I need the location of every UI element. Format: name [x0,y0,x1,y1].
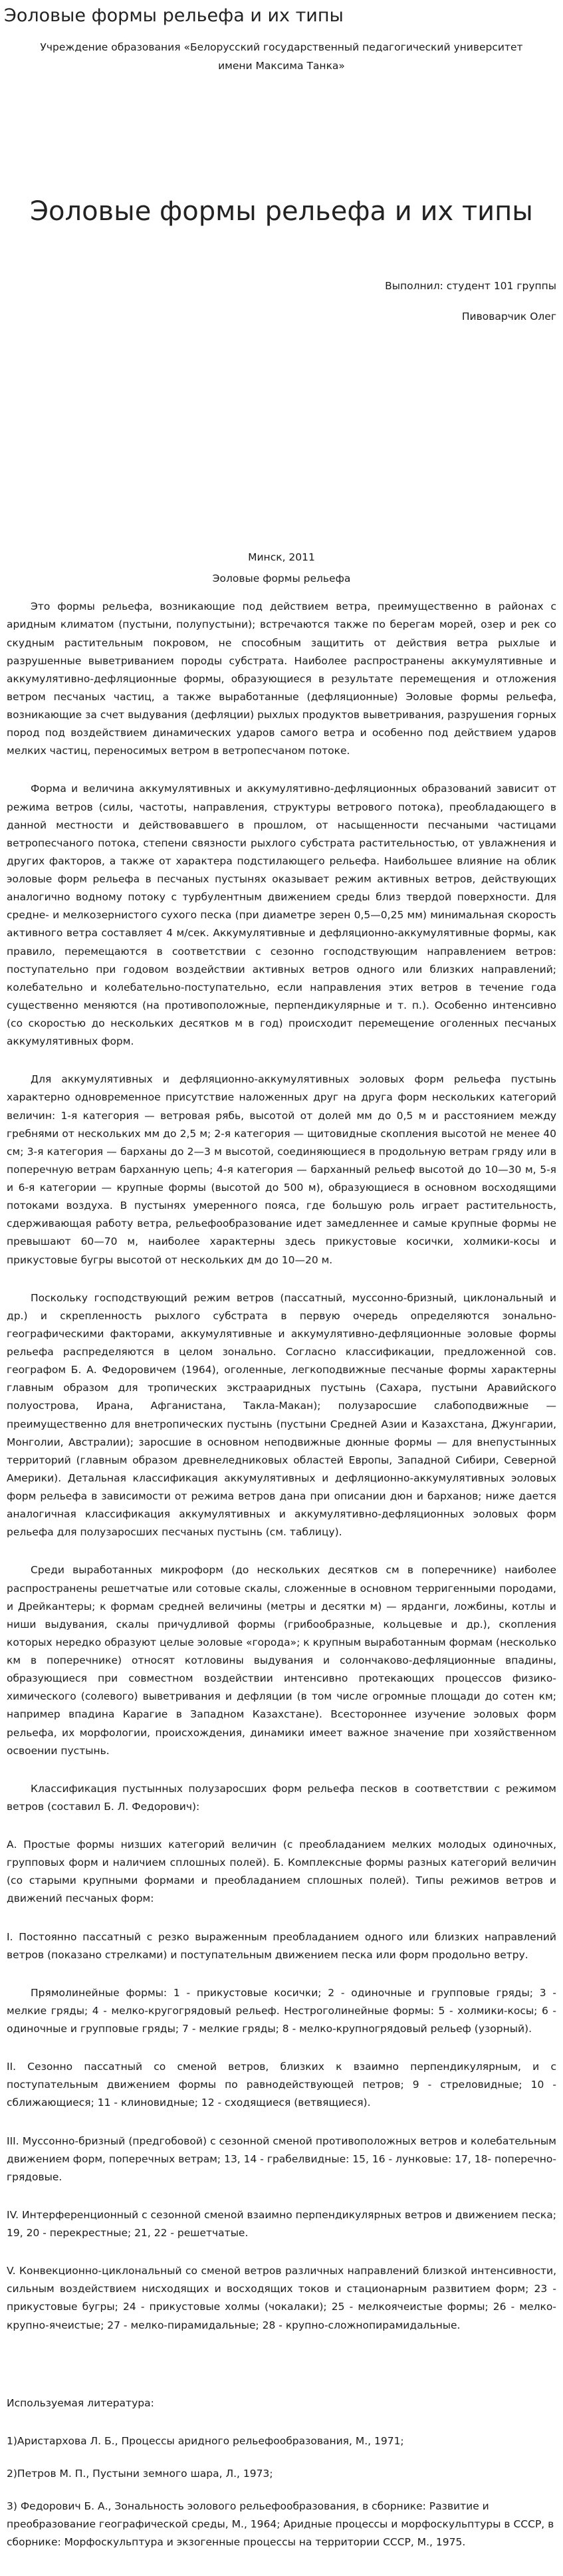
reference-item: 2)Петров М. П., Пустыни земного шара, Л., 1973; [7,2467,273,2480]
paragraph: Для аккумулятивных и дефляционно-аккумулятивных эоловых форм рельефа пустынь характерно одновременное присутствие наложенных друг на друга форм нескольких категорий величин: 1-я категория — ветровая рябь, высотой от долей мм до 0,5 м и расстоянием между гребнями от нескольких мм до 2,5 м; 2-я категория — щитовидные скопления высотой не менее 40 см; 3-я категория — барханы до 2—3 м высотой, соединяющиеся в продольную ветрам гряду или в поперечную ветрам барханную цепь; 4-я категория — барханный рельеф высотой до 10—30 м, 5-я и 6-я категории — крупные формы (высотой до 500 м), образующиеся в основном восходящими потоками воздуха. В пустынях умеренного пояса, где большую роль играет растительность, сдерживающая работу ветра, рельефообразование идет замедленнее и самые крупные формы не превышают 60—70 м, наиболее характерны здесь прикустовые косички, холмики-косы и прикустовые бугры высотой от нескольких дм до 10—20 м. [7,1073,556,1266]
reference-item: 1)Аристархова Л. Б., Процессы аридного рельефообразования, М., 1971; [7,2434,404,2447]
author-performed: Выполнил: студент 101 группы [385,279,556,292]
paragraph: III. Муссонно-бризный (предгобовой) с сезонной сменой противоположных ветров и колебательным движением форм, поперечных ветрам; 13, 14 - грабелвидные: 15, 16 - лунковые: 17, 18- поперечно-грядовые. [7,2134,557,2183]
paragraph: Классификация пустынных полузаросших форм рельефа песков в соответствии с режимом ветров (составил Б. Л. Федорович): [7,1782,556,1813]
paragraph: II. Сезонно пассатный со сменой ветров, близких к взаимно перпендикулярным, и с поступательным движением формы по равнодействующей петров; 9 - стреловидные; 10 - сближающиеся; 11 - клиновидные; 12 - сходящиеся (ветвящиеся). [7,2061,556,2109]
references-title: Используемая литература: [7,2396,154,2409]
paragraph: V. Конвекционно-циклональный со сменой ветров различных направлений близкой интенсивности, сильным воздействием нисходящих и восходящих токов и стационарным развитием форм; 23 - прикустовые бугры; 24 - прикустовые холмы (чокалаки); 25 - мелкоячеистые формы; 26 - мелко-крупно-ячеистые; 27 - мелко-пирамидальные; 28 - крупно-сложнопирамидальные. [7,2265,556,2331]
references-section [0,2394,563,2552]
main-title: Эоловые формы рельефа и их типы [30,195,533,227]
reference-item: 3) Федорович Б. А., Зональность эолового рельефообразования, в сборнике: Развитие и преобразование географической среды, М., 1964; Аридные процессы и морфоскульптуры в СССР, в сборнике: Морфоскульптура и экзогенные процессы на территории СССР, М., 1975. [7,2500,554,2549]
institution-name: Учреждение образования «Белорусский государственный педагогический университет имени Максима Танка» [40,41,523,72]
paragraph: А. Простые формы низших категорий величин (с преобладанием мелких молодых одиночных, групповых форм и наличием сплошных полей). Б. Комплексные формы разных категорий величин (со старыми крупными формами и преобладанием сплошных полей). Типы режимов ветров и движений песчаных форм: [7,1839,556,1905]
paragraph: Поскольку господствующий режим ветров (пассатный, муссонно-бризный, циклональный и др.) и скрепленность рыхлого субстрата в первую очередь определяются зонально-географическими факторами, аккумулятивные и аккумулятивно-дефляционные эоловые формы рельефа распределяются в целом зонально. Согласно классификации, предложенной сов. географом Б. А. Федоровичем (1964), оголенные, легкоподвижные песчаные формы характерны главным образом для тропических экстрааридных пустынь (Сахара, пустыни Аравийского полуострова, Ирана, Афганистана, Такла-Макан); полузаросшие слабоподвижные — преимущественно для внетропических пустынь (пустыни Средней Азии и Казахстана, Джунгарии, Монголии, Австралии); заросшие в основном неподвижные дюнные формы — для внепустынных территорий (главным образом древнеледниковых областей Европы, Западной Сибири, Северной Америки). Детальная классификация аккумулятивных и дефляционно-аккумулятивных эоловых форм рельефа в зависимости от режима ветров дана при описании дюн и барханов; ниже дается аналогичная классификация аккумулятивных и аккумулятивно-дефляционных эоловых форм рельефа для полузаросших песчаных пустынь (см. таблицу). [7,1291,556,1539]
paragraph: IV. Интерференционный с сезонной сменой взаимно перпендикулярных ветров и движением песка; 19, 20 - перекрестные; 21, 22 - решетчатые. [7,2208,556,2240]
section-title: Эоловые формы рельефа [212,573,351,585]
paragraph: Прямолинейные формы: 1 - прикустовые косички; 2 - одиночные и групповые гряды; 3 - мелкие гряды; 4 - мелко-кругогрядовый рельеф. Нестроголинейные формы: 5 - холмики-косы; 6 - одиночные и групповые гряды; 7 - мелкие гряды; 8 - мелко-крупногрядовый рельеф (узорный). [7,1986,556,2035]
city-year: Минск, 2011 [248,551,315,564]
paragraph: Это формы рельефа, возникающие под действием ветра, преимущественно в районах с аридным климатом (пустыни, полупустыни); встречаются также по берегам морей, озер и рек со скудным растительным покровом, не способным защитить от действия ветра рыхлые и разрушенные выветриванием породы субстрата. Наиболее распространены аккумулятивные и аккумулятивно-дефляционные формы, образующиеся в результате перемещения и отложения ветром песчаных частиц, а также выработанные (дефляционные) Эоловые формы рельефа, возникающие за счет выдувания (дефляции) рыхлых продуктов выветривания, разрушения горных пород под воздействием динамических ударов самого ветра и особенно под действием ударов мелких частиц, переносимых ветром в ветропесчаном потоке. [7,600,556,757]
page-title: Эоловые формы рельефа и их типы [4,5,344,26]
paragraph: Среди выработанных микроформ (до нескольких десятков см в поперечнике) наиболее распространены решетчатые или сотовые скалы, сложенные в основном терригенными породами, и Дрейкантеры; к формам средней величины (метры и десятки м) — ярданги, ложбины, котлы и ниши выдувания, скалы причудливой формы (грибообразные, кольцевые и др.), скопления которых нередко образуют целые эоловые «города»; к крупным выработанным формам (несколько км в поперечнике) относят котловины выдувания и солончаково-дефляционные впадины, образующиеся при совместном воздействии интенсивно протекающих процессов физико-химического (солевого) выветривания и дефляции (в том числе огромные площади до сотен км; например впадина Карагие в Западном Казахстане). Всестороннее изучение эоловых форм рельефа, их морфологии, происхождения, динамики имеет важное значение при хозяйственном освоении пустынь. [7,1564,556,1757]
author-name: Пивоварчик Олег [461,310,556,322]
paragraph: I. Постоянно пассатный с резко выраженным преобладанием одного или близких направлений ветров (показано стрелками) и поступательным движением песка или форм продольно ветру. [7,1930,556,1961]
author-block [0,277,556,326]
body-text [0,598,563,2334]
paragraph: Форма и величина аккумулятивных и аккумулятивно-дефляционных образований зависит от режима ветров (силы, частоты, направления, структуры ветрового потока), преобладающего в данной местности и действовавшего в прошлом, от насыщенности песчаными частицами ветропесчаного потока, степени связности рыхлого субстрата растительностью, от увлажнения и других факторов, а также от характера подстилающего рельефа. Наибольшее влияние на облик эоловые форм рельефа в песчаных пустынях оказывает режим активных ветров, действующих аналогично водному потоку с турбулентным движением среды близ твердой поверхности. Для средне- и мелкозернистого сухого песка (при диаметре зерен 0,5—0,25 мм) минимальная скорость активного ветра составляет 4 м/сек. Аккумулятивные и дефляционно-аккумулятивные формы, как правило, перемещаются в соответствии с сезонно господствующим направлением ветров: поступательно при годовом воздействии активных ветров одного или близких направлений; колебательно и колебательно-поступательно, если направления этих ветров в течение года существенно меняются (на противоположные, перпендикулярные и т. п.). Особенно интенсивно (со скоростью до нескольких десятков м в год) происходит перемещение оголенных песчаных аккумулятивных форм. [7,783,556,1048]
